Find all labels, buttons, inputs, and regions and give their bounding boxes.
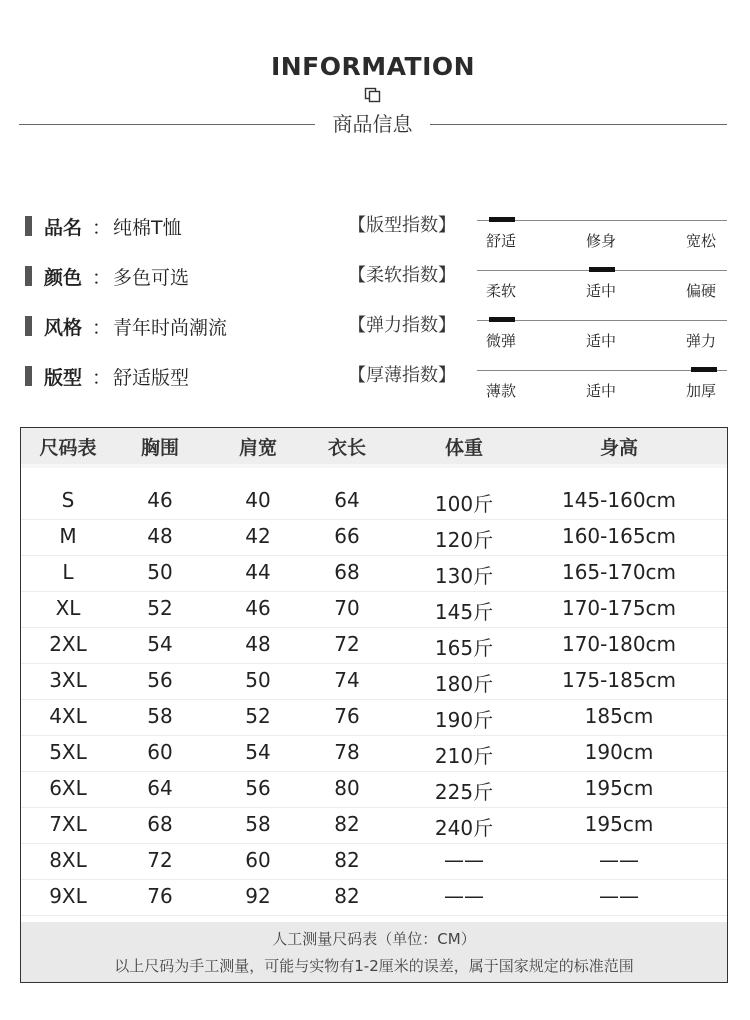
info-label: 品名	[44, 217, 83, 239]
table-cell: 130斤	[434, 564, 494, 588]
index-scale-label: 适中	[586, 382, 617, 400]
table-header-spacer	[21, 464, 727, 468]
table-cell: 4XL	[49, 704, 87, 728]
table-cell: M	[59, 524, 77, 548]
info-row	[0, 263, 750, 313]
index-scale-label: 偏硬	[686, 282, 717, 300]
table-cell: 48	[147, 524, 173, 548]
title-chinese: 商品信息	[332, 112, 413, 136]
info-label: 风格	[44, 317, 83, 339]
index-title: 【厚薄指数】	[348, 365, 456, 386]
table-cell: 66	[334, 524, 360, 548]
table-row	[21, 843, 727, 880]
table-cell: 225斤	[434, 780, 494, 804]
table-cell: 48	[245, 632, 271, 656]
index-scale-marker	[691, 367, 717, 372]
divider-left	[19, 124, 315, 125]
table-cell: 64	[334, 488, 360, 512]
index-scale-label: 宽松	[686, 232, 717, 250]
footer-unit-note: 人工测量尺码表（单位：CM）	[272, 930, 476, 948]
table-header-cell: 体重	[444, 437, 484, 459]
table-cell: 76	[147, 884, 173, 908]
table-header-cell: 尺码表	[39, 437, 97, 459]
table-row	[21, 627, 727, 664]
table-header-cell: 衣长	[327, 437, 367, 459]
table-cell: 46	[245, 596, 271, 620]
table-cell: 74	[334, 668, 360, 692]
index-scale-label: 微弹	[486, 332, 517, 350]
table-cell: 5XL	[49, 740, 87, 764]
table-cell: 42	[245, 524, 271, 548]
info-bullet	[25, 216, 32, 236]
table-cell: 54	[147, 632, 173, 656]
table-cell: 58	[147, 704, 173, 728]
index-scale-label: 弹力	[686, 332, 717, 350]
info-value: 舒适版型	[113, 367, 190, 389]
table-cell: 82	[334, 848, 360, 872]
info-value: 纯棉T恤	[113, 217, 182, 239]
info-label: 颜色	[44, 267, 83, 289]
table-cell: 160-165cm	[561, 524, 677, 548]
table-cell: 2XL	[49, 632, 87, 656]
table-cell: 185cm	[584, 704, 654, 728]
index-scale-line	[477, 370, 727, 371]
table-cell: 100斤	[434, 492, 494, 516]
table-cell: 180斤	[434, 672, 494, 696]
table-cell: 54	[245, 740, 271, 764]
table-row	[21, 879, 727, 916]
table-cell: 82	[334, 812, 360, 836]
table-cell: 60	[245, 848, 271, 872]
footer-disclaimer: 以上尺码为手工测量，可能与实物有1-2厘米的误差，属于国家规定的标准范围	[114, 957, 634, 975]
table-cell: 195cm	[584, 812, 654, 836]
index-scale-marker	[489, 317, 515, 322]
table-cell: 82	[334, 884, 360, 908]
table-cell: 44	[245, 560, 271, 584]
index-scale-label: 适中	[586, 332, 617, 350]
table-cell: 145-160cm	[561, 488, 677, 512]
page-header	[0, 0, 750, 150]
table-cell: 240斤	[434, 816, 494, 840]
table-cell: 72	[147, 848, 173, 872]
index-title: 【弹力指数】	[348, 315, 456, 336]
table-cell: 68	[334, 560, 360, 584]
table-cell: 190cm	[584, 740, 654, 764]
info-label: 版型	[44, 367, 83, 389]
table-cell: ——	[444, 884, 484, 908]
divider-right	[430, 124, 727, 125]
info-bullet	[25, 266, 32, 286]
table-cell: 52	[245, 704, 271, 728]
info-colon: ：	[92, 317, 112, 339]
table-cell: 170-180cm	[561, 632, 677, 656]
info-colon: ：	[92, 267, 112, 289]
table-cell: ——	[444, 848, 484, 872]
table-cell: 6XL	[49, 776, 87, 800]
title-english: INFORMATION	[270, 52, 476, 81]
table-cell: 50	[245, 668, 271, 692]
table-cell: ——	[599, 884, 639, 908]
table-cell: 60	[147, 740, 173, 764]
table-cell: 68	[147, 812, 173, 836]
table-cell: 52	[147, 596, 173, 620]
table-cell: 165斤	[434, 636, 494, 660]
table-cell: 120斤	[434, 528, 494, 552]
table-row	[21, 519, 727, 556]
table-row	[21, 483, 727, 520]
table-cell: 145斤	[434, 600, 494, 624]
table-cell: 56	[147, 668, 173, 692]
table-cell: L	[62, 560, 74, 584]
table-cell: 78	[334, 740, 360, 764]
table-footer	[21, 922, 727, 982]
info-bullet	[25, 316, 32, 336]
size-table	[20, 427, 728, 983]
table-row	[21, 555, 727, 592]
info-value: 青年时尚潮流	[113, 317, 228, 339]
table-cell: 80	[334, 776, 360, 800]
index-title: 【版型指数】	[348, 215, 456, 236]
table-row	[21, 807, 727, 844]
table-cell: 210斤	[434, 744, 494, 768]
index-scale-label: 加厚	[686, 382, 717, 400]
info-colon: ：	[92, 217, 112, 239]
table-cell: ——	[599, 848, 639, 872]
table-cell: 190斤	[434, 708, 494, 732]
index-scale-label: 薄款	[486, 382, 517, 400]
table-row	[21, 735, 727, 772]
index-scale-label: 舒适	[486, 232, 517, 250]
table-cell: 8XL	[49, 848, 87, 872]
table-cell: 9XL	[49, 884, 87, 908]
index-scale-label: 修身	[586, 232, 617, 250]
index-scale-marker	[589, 267, 615, 272]
table-cell: 92	[245, 884, 271, 908]
table-cell: XL	[55, 596, 81, 620]
table-cell: 165-170cm	[561, 560, 677, 584]
table-cell: 70	[334, 596, 360, 620]
table-cell: 3XL	[49, 668, 87, 692]
table-cell: 195cm	[584, 776, 654, 800]
index-scale-marker	[489, 217, 515, 222]
info-row	[0, 213, 750, 263]
table-cell: 64	[147, 776, 173, 800]
table-header-cell: 胸围	[140, 437, 180, 459]
table-cell: 46	[147, 488, 173, 512]
index-title: 【柔软指数】	[348, 265, 456, 286]
table-header	[21, 428, 727, 464]
table-cell: S	[61, 488, 75, 512]
table-header-cell: 身高	[599, 437, 639, 459]
index-scale-label: 柔软	[486, 282, 517, 300]
info-colon: ：	[92, 367, 112, 389]
table-cell: 170-175cm	[561, 596, 677, 620]
table-cell: 72	[334, 632, 360, 656]
table-cell: 7XL	[49, 812, 87, 836]
table-cell: 76	[334, 704, 360, 728]
info-row	[0, 313, 750, 363]
table-header-cell: 肩宽	[238, 437, 278, 459]
table-cell: 58	[245, 812, 271, 836]
copy-icon	[364, 87, 382, 103]
info-value: 多色可选	[113, 267, 190, 289]
table-row	[21, 591, 727, 628]
table-cell: 175-185cm	[561, 668, 677, 692]
info-row	[0, 363, 750, 413]
table-row	[21, 663, 727, 700]
table-cell: 56	[245, 776, 271, 800]
table-row	[21, 699, 727, 736]
table-cell: 40	[245, 488, 271, 512]
table-row	[21, 771, 727, 808]
index-scale-label: 适中	[586, 282, 617, 300]
info-bullet	[25, 366, 32, 386]
table-cell: 50	[147, 560, 173, 584]
